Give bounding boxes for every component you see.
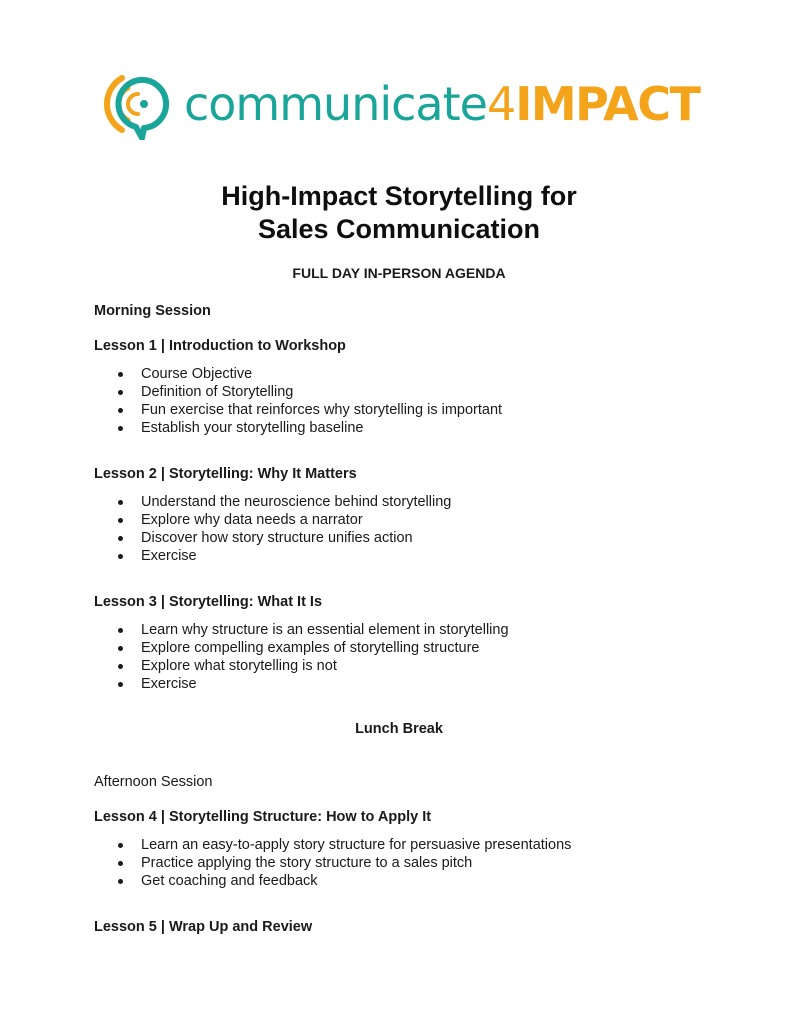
list-item: Fun exercise that reinforces why storytelling is important bbox=[94, 401, 502, 419]
lesson-5-title: Lesson 5 | Wrap Up and Review bbox=[94, 919, 313, 935]
logo-word-4: 4 bbox=[486, 77, 516, 131]
lesson-4-list bbox=[94, 836, 571, 890]
list-item: Practice applying the story structure to a sales pitch bbox=[94, 854, 571, 872]
speech-bubble-signal-icon bbox=[100, 70, 170, 140]
page-title-line-1: High-Impact Storytelling for bbox=[221, 181, 577, 211]
lesson-2-list bbox=[94, 493, 451, 565]
list-item: Explore why data needs a narrator bbox=[94, 511, 451, 529]
agenda-subtitle: FULL DAY IN-PERSON AGENDA bbox=[292, 265, 506, 281]
lesson-1-list bbox=[94, 365, 502, 437]
lesson-3-title: Lesson 3 | Storytelling: What It Is bbox=[94, 594, 323, 610]
morning-session-heading: Morning Session bbox=[94, 303, 211, 319]
page-title-line-2: Sales Communication bbox=[257, 214, 541, 244]
afternoon-session-heading: Afternoon Session bbox=[94, 774, 213, 790]
lesson-4-title: Lesson 4 | Storytelling Structure: How to Apply It bbox=[94, 809, 432, 825]
list-item: Learn why structure is an essential element in storytelling bbox=[94, 621, 509, 639]
logo-word-impact: IMPACT bbox=[515, 77, 700, 131]
list-item: Exercise bbox=[94, 675, 509, 693]
list-item: Explore compelling examples of storytelling structure bbox=[94, 639, 509, 657]
list-item: Establish your storytelling baseline bbox=[94, 419, 502, 437]
lesson-1-title: Lesson 1 | Introduction to Workshop bbox=[94, 338, 346, 354]
list-item: Exercise bbox=[94, 547, 451, 565]
list-item: Explore what storytelling is not bbox=[94, 657, 509, 675]
list-item: Get coaching and feedback bbox=[94, 872, 571, 890]
list-item: Learn an easy-to-apply story structure for persuasive presentations bbox=[94, 836, 571, 854]
list-item: Discover how story structure unifies action bbox=[94, 529, 451, 547]
list-item: Definition of Storytelling bbox=[94, 383, 502, 401]
lesson-3-list bbox=[94, 621, 509, 693]
lesson-2-title: Lesson 2 | Storytelling: Why It Matters bbox=[94, 466, 357, 482]
lunch-break-label: Lunch Break bbox=[355, 721, 443, 737]
list-item: Course Objective bbox=[94, 365, 502, 383]
company-logo bbox=[100, 70, 700, 142]
list-item: Understand the neuroscience behind storytelling bbox=[94, 493, 451, 511]
page-title bbox=[0, 180, 798, 246]
logo-word-communicate: communicate bbox=[184, 77, 487, 131]
logo-wordmark bbox=[184, 76, 699, 132]
